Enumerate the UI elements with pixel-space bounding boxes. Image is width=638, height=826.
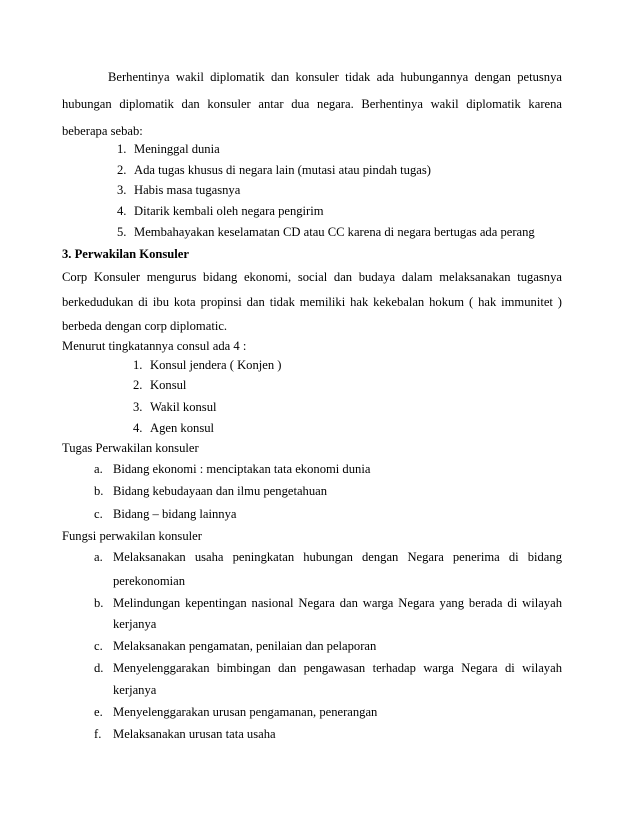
cause-item bbox=[0, 201, 638, 221]
intro-text-1: Berhentinya wakil diplomatik dan konsuler tidak ada hubungannya dengan petusnya bbox=[108, 70, 562, 84]
list-text: Ditarik kembali oleh negara pengirim bbox=[134, 204, 324, 218]
functions-title bbox=[0, 526, 638, 546]
list-number: 4. bbox=[117, 204, 127, 218]
list-text: perekonomian bbox=[113, 574, 186, 588]
list-number: 4. bbox=[133, 421, 143, 435]
function-item-a bbox=[0, 547, 638, 567]
list-text: Bidang ekonomi : menciptakan tata ekonomi dunia bbox=[113, 462, 371, 476]
section-para-text-1: Corp Konsuler mengurus bidang ekonomi, social dan budaya dalam melaksanakan tugasnya bbox=[62, 270, 562, 284]
list-letter: c. bbox=[94, 507, 103, 521]
function-item-b bbox=[0, 593, 638, 613]
cause-item bbox=[0, 222, 638, 242]
section-heading bbox=[0, 244, 638, 264]
intro-line-1 bbox=[0, 67, 638, 87]
level-item bbox=[0, 355, 638, 375]
list-text: Melindungan kepentingan nasional Negara dan warga Negara yang berada di wilayah bbox=[113, 596, 562, 610]
function-item-a-cont bbox=[0, 571, 638, 591]
list-text: Menyelenggarakan urusan pengamanan, penerangan bbox=[113, 705, 378, 719]
section-para-line-2 bbox=[0, 292, 638, 312]
level-item bbox=[0, 418, 638, 438]
list-letter: b. bbox=[94, 484, 104, 498]
list-text: Melaksanakan pengamatan, penilaian dan pelaporan bbox=[113, 639, 377, 653]
list-text: Melaksanakan usaha peningkatan hubungan dengan Negara penerima di bidang bbox=[113, 550, 562, 564]
intro-line-2 bbox=[0, 94, 638, 114]
list-text: Melaksanakan urusan tata usaha bbox=[113, 727, 276, 741]
function-item-b-cont bbox=[0, 614, 638, 634]
list-text: Konsul jendera ( Konjen ) bbox=[150, 358, 282, 372]
list-text: kerjanya bbox=[113, 683, 157, 697]
list-letter: d. bbox=[94, 661, 104, 675]
list-letter: b. bbox=[94, 596, 104, 610]
section-para-text-2: berkedudukan di ibu kota propinsi dan tidak memiliki hak kekebalan hokum ( hak immunitet ) bbox=[62, 295, 562, 309]
list-letter: c. bbox=[94, 639, 103, 653]
list-letter: a. bbox=[94, 462, 103, 476]
list-letter: e. bbox=[94, 705, 103, 719]
levels-intro-text: Menurut tingkatannya consul ada 4 : bbox=[62, 339, 247, 353]
intro-line-3 bbox=[0, 121, 638, 141]
list-number: 2. bbox=[133, 378, 143, 392]
function-item-c bbox=[0, 636, 638, 656]
task-item bbox=[0, 459, 638, 479]
list-text: Menyelenggarakan bimbingan dan pengawasan terhadap warga Negara di wilayah bbox=[113, 661, 562, 675]
list-text: Ada tugas khusus di negara lain (mutasi atau pindah tugas) bbox=[134, 163, 431, 177]
list-text: Wakil konsul bbox=[150, 400, 217, 414]
list-text: Agen konsul bbox=[150, 421, 215, 435]
function-item-d bbox=[0, 658, 638, 678]
section-para-text-3: berbeda dengan corp diplomatic. bbox=[62, 319, 228, 333]
functions-title-text: Fungsi perwakilan konsuler bbox=[62, 529, 202, 543]
level-item bbox=[0, 397, 638, 417]
list-text: Meninggal dunia bbox=[134, 142, 220, 156]
list-number: 1. bbox=[133, 358, 143, 372]
function-item-d-cont bbox=[0, 680, 638, 700]
cause-item bbox=[0, 139, 638, 159]
list-text: Konsul bbox=[150, 378, 187, 392]
function-item-e bbox=[0, 702, 638, 722]
tasks-title-text: Tugas Perwakilan konsuler bbox=[62, 441, 199, 455]
list-text: Habis masa tugasnya bbox=[134, 183, 241, 197]
list-text: Membahayakan keselamatan CD atau CC karena di negara bertugas ada perang bbox=[134, 225, 535, 239]
list-number: 3. bbox=[117, 183, 127, 197]
list-number: 2. bbox=[117, 163, 127, 177]
list-letter: a. bbox=[94, 550, 103, 564]
list-text: kerjanya bbox=[113, 617, 157, 631]
list-number: 5. bbox=[117, 225, 127, 239]
cause-item bbox=[0, 160, 638, 180]
levels-intro bbox=[0, 336, 638, 356]
intro-text-2: hubungan diplomatik dan konsuler antar dua negara. Berhentinya wakil diplomatik karena bbox=[62, 97, 562, 111]
level-item bbox=[0, 375, 638, 395]
list-number: 3. bbox=[133, 400, 143, 414]
list-text: Bidang kebudayaan dan ilmu pengetahuan bbox=[113, 484, 328, 498]
cause-item bbox=[0, 180, 638, 200]
task-item bbox=[0, 481, 638, 501]
section-para-line-1 bbox=[0, 267, 638, 287]
function-item-f bbox=[0, 724, 638, 744]
list-text: Bidang – bidang lainnya bbox=[113, 507, 237, 521]
tasks-title bbox=[0, 438, 638, 458]
intro-text-3: beberapa sebab: bbox=[62, 124, 143, 138]
list-number: 1. bbox=[117, 142, 127, 156]
section-para-line-3 bbox=[0, 316, 638, 336]
list-letter: f. bbox=[94, 727, 102, 741]
task-item bbox=[0, 504, 638, 524]
section-heading-text: 3. Perwakilan Konsuler bbox=[62, 247, 189, 261]
